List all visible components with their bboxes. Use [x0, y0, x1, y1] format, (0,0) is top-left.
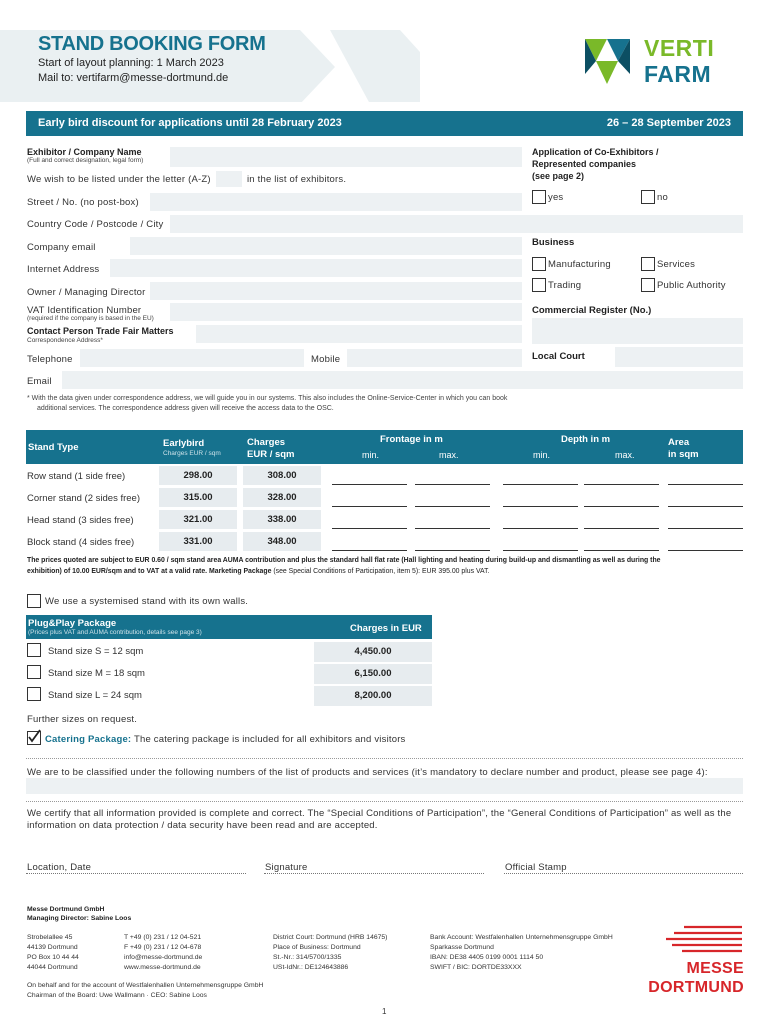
public-authority-checkbox[interactable] [641, 278, 655, 292]
banner-left: Early bird discount for applications until 28 February 2023 [38, 117, 342, 129]
telephone-field[interactable] [80, 349, 304, 367]
vat-sub: (required if the company is based in the EU) [27, 315, 154, 322]
manufacturing-checkbox[interactable] [532, 257, 546, 271]
table-row [26, 465, 743, 487]
footer-director: Managing Director: Sabine Loos [27, 915, 132, 922]
internet-label: Internet Address [27, 264, 100, 275]
stamp-field[interactable] [504, 852, 743, 874]
stand-type-label: Block stand (4 sides free) [27, 537, 135, 548]
trading-label: Trading [548, 280, 582, 291]
coexhibitors-no-checkbox[interactable] [641, 190, 655, 204]
catering-bold: Catering Package: [45, 734, 132, 745]
area-field[interactable] [668, 509, 743, 529]
email-label: Email [27, 376, 52, 387]
plugplay-label: Stand size M = 18 sqm [48, 668, 145, 679]
vat-label: VAT Identification Number [27, 305, 142, 316]
footer-text: SWIFT / BIC: DORTDE33XXX [430, 964, 522, 971]
prices-note-bold: exhibition) of 10.00 EUR/sqm and to VAT at a valid rate. Marketing Package [27, 568, 272, 575]
col-depth: Depth in m [561, 434, 611, 445]
col-area: Area [668, 437, 690, 448]
public-authority-label: Public Authority [657, 280, 726, 291]
area-field[interactable] [668, 465, 743, 485]
footer-behalf-2: Chairman of the Board: Uwe Wallmann · CEO: Sabine Loos [27, 992, 207, 999]
banner-right: 26 – 28 September 2023 [606, 117, 731, 129]
catering-text [45, 734, 406, 745]
plugplay-title: Plug&Play Package [28, 618, 117, 629]
trading-checkbox[interactable] [532, 278, 546, 292]
charge-price: 348.00 [243, 532, 321, 551]
services-checkbox[interactable] [641, 257, 655, 271]
vertifarm-logo [580, 34, 740, 90]
signature-label: Signature [265, 862, 308, 873]
location-date-field[interactable] [26, 852, 246, 874]
col-charges: Charges [247, 437, 286, 448]
footer-text: USt-IdNr.: DE124643886 [273, 964, 349, 971]
plugplay-header [26, 615, 432, 639]
col-earlybird-sub: Charges EUR / sqm [163, 450, 221, 457]
depth-max-field[interactable] [584, 531, 659, 551]
plugplay-price: 4,450.00 [314, 642, 432, 662]
country-field[interactable] [170, 215, 743, 233]
earlybird-price: 321.00 [159, 510, 237, 529]
no-label: no [657, 192, 668, 203]
company-name-label: Exhibitor / Company Name [27, 147, 142, 157]
depth-min-field[interactable] [503, 487, 578, 507]
country-label: Country Code / Postcode / City [27, 219, 164, 230]
footer-text[interactable]: info@messe-dortmund.de [124, 954, 203, 961]
header-line-1: Start of layout planning: 1 March 2023 [38, 57, 224, 69]
footer-text: IBAN: DE38 4405 0199 0001 1114 50 [430, 954, 544, 961]
early-bird-banner [26, 111, 743, 136]
services-label: Services [657, 259, 696, 270]
company-name-field[interactable] [170, 147, 522, 167]
col-frontage: Frontage in m [380, 434, 443, 445]
footer-col-address [27, 933, 79, 973]
page-number: 1 [382, 1007, 387, 1016]
catering-rest: The catering package is included for all exhibitors and visitors [131, 734, 406, 745]
prices-note-rest: (see Special Conditions of Participation, item 5): EUR 395.00 plus VAT. [271, 568, 490, 575]
charge-price: 308.00 [243, 466, 321, 485]
messe-dortmund-logo [636, 924, 744, 1000]
earlybird-price: 331.00 [159, 532, 237, 551]
footer-text: PO Box 10 44 44 [27, 954, 79, 961]
plugplay-price: 6,150.00 [314, 664, 432, 684]
list-item [26, 641, 432, 663]
stand-table-header [26, 430, 743, 464]
depth-max-field[interactable] [584, 465, 659, 485]
register-field[interactable] [532, 318, 743, 344]
signature-field[interactable] [264, 852, 484, 874]
table-row [26, 487, 743, 509]
footer-text: F +49 (0) 231 / 12 04-678 [124, 944, 202, 951]
frontage-max-field[interactable] [415, 487, 490, 507]
footer-text: District Court: Dortmund (HRB 14675) [273, 934, 388, 941]
plugplay-sub: (Prices plus VAT and AUMA contribution, details see page 3) [28, 629, 202, 636]
walls-label: We use a systemised stand with its own walls. [45, 596, 249, 607]
area-field[interactable] [668, 531, 743, 551]
depth-min-field[interactable] [503, 509, 578, 529]
stand-size-l-checkbox[interactable] [27, 687, 41, 701]
footer-company: Messe Dortmund GmbH [27, 906, 105, 913]
frontage-max: max. [439, 450, 459, 460]
area-field[interactable] [668, 487, 743, 507]
col-stand-type: Stand Type [28, 442, 79, 453]
stand-type-label: Row stand (1 side free) [27, 471, 126, 482]
letter-label: We wish to be listed under the letter (A-Z) [27, 174, 211, 185]
register-label: Commercial Register (No.) [532, 305, 652, 316]
certify-line-2: information on data protection / data security have been read and are accepted. [27, 820, 378, 831]
table-row [26, 509, 743, 531]
col-area-2: in sqm [668, 449, 699, 460]
footer-text: St.-Nr.: 314/5700/1335 [273, 954, 342, 961]
coexhibitors-yes-checkbox[interactable] [532, 190, 546, 204]
street-label: Street / No. (no post-box) [27, 197, 139, 208]
mobile-field[interactable] [347, 349, 522, 367]
footnote-line-1: * With the data given under correspondence address, we will guide you in our systems. This also includes the Online-Service-Center in which you can book [27, 395, 508, 402]
earlybird-price: 298.00 [159, 466, 237, 485]
stand-size-m-checkbox[interactable] [27, 665, 41, 679]
frontage-min: min. [362, 450, 380, 460]
yes-label: yes [548, 192, 564, 203]
local-court-label: Local Court [532, 351, 585, 362]
messe-logo-icon [636, 924, 744, 958]
depth-min-field[interactable] [503, 531, 578, 551]
footer-col-legal [273, 933, 387, 973]
owner-field[interactable] [150, 282, 522, 300]
telephone-label: Telephone [27, 354, 73, 365]
plugplay-label: Stand size S = 12 sqm [48, 646, 144, 657]
footer-col-contact [124, 933, 202, 973]
letter-suffix: in the list of exhibitors. [247, 174, 347, 185]
col-earlybird: Earlybird [163, 438, 205, 449]
dortmund-text: DORTMUND [648, 979, 744, 996]
depth-max: max. [615, 450, 635, 460]
earlybird-price: 315.00 [159, 488, 237, 507]
charge-price: 338.00 [243, 510, 321, 529]
plugplay-price: 8,200.00 [314, 686, 432, 706]
business-label: Business [532, 237, 575, 248]
stamp-label: Official Stamp [505, 862, 567, 873]
local-court-field[interactable] [615, 347, 743, 367]
footer-text: Bank Account: Westfalenhallen Unternehmensgruppe GmbH [430, 934, 613, 941]
list-item [26, 685, 432, 707]
page-title: STAND BOOKING FORM [38, 33, 266, 55]
plugplay-col-charges: Charges in EUR [350, 623, 422, 634]
mobile-label: Mobile [311, 354, 341, 365]
internet-field[interactable] [110, 259, 522, 277]
classification-field[interactable] [26, 778, 743, 794]
divider [26, 758, 743, 759]
footer-col-bank [430, 933, 613, 973]
stand-type-label: Head stand (3 sides free) [27, 515, 134, 526]
footnote-line-2: additional services. The correspondence address given will receive the access data to the OSC. [37, 405, 334, 412]
footer-text: T +49 (0) 231 / 12 04-521 [124, 934, 202, 941]
footer-text[interactable]: www.messe-dortmund.de [124, 964, 201, 971]
contact-label: Contact Person Trade Fair Matters [27, 326, 174, 336]
logo-text-farm: FARM [644, 61, 712, 87]
further-sizes: Further sizes on request. [27, 714, 138, 725]
company-email-label: Company email [27, 242, 96, 253]
charge-price: 328.00 [243, 488, 321, 507]
depth-min: min. [533, 450, 551, 460]
coexhibitors-label-2: Represented companies [532, 159, 637, 169]
vat-field[interactable] [170, 303, 522, 321]
vertifarm-logo-icon [580, 34, 635, 89]
frontage-max-field[interactable] [415, 509, 490, 529]
prices-note-line-2 [27, 568, 490, 575]
coexhibitors-label-3: (see page 2) [532, 171, 585, 181]
location-date-label: Location, Date [27, 862, 92, 873]
letter-field[interactable] [216, 171, 242, 187]
footer-text: 44044 Dortmund [27, 964, 78, 971]
frontage-min-field[interactable] [332, 531, 407, 551]
footer-text: Strobelallee 45 [27, 934, 73, 941]
list-item [26, 663, 432, 685]
frontage-max-field[interactable] [415, 531, 490, 551]
street-field[interactable] [150, 193, 522, 211]
walls-checkbox[interactable] [27, 594, 41, 608]
stand-type-label: Corner stand (2 sides free) [27, 493, 140, 504]
manufacturing-label: Manufacturing [548, 259, 611, 270]
prices-note-line-1: The prices quoted are subject to EUR 0.60 / sqm stand area AUMA contribution and plus the standard hall flat rate (Hall lighting and heating during build-up and dismantling as well as during the [27, 557, 661, 564]
footer-text: Place of Business: Dortmund [273, 944, 361, 951]
company-name-sub: (Full and correct designation, legal form) [27, 157, 144, 164]
company-email-field[interactable] [130, 237, 522, 255]
checkmark-icon [27, 729, 41, 743]
footer-text: Sparkasse Dortmund [430, 944, 494, 951]
catering-checkbox[interactable] [27, 731, 41, 745]
email-field[interactable] [62, 371, 743, 389]
frontage-min-field[interactable] [332, 465, 407, 485]
owner-label: Owner / Managing Director [27, 287, 146, 298]
footer-text: 44139 Dortmund [27, 944, 78, 951]
depth-max-field[interactable] [584, 509, 659, 529]
depth-max-field[interactable] [584, 487, 659, 507]
frontage-min-field[interactable] [332, 509, 407, 529]
messe-text: MESSE [686, 960, 744, 977]
logo-text-verti: VERTI [644, 35, 715, 61]
col-charges-2: EUR / sqm [247, 449, 295, 460]
divider [26, 801, 743, 802]
header-line-2: Mail to: vertifarm@messe-dortmund.de [38, 72, 229, 84]
contact-field[interactable] [196, 325, 522, 343]
plugplay-label: Stand size L = 24 sqm [48, 690, 142, 701]
frontage-max-field[interactable] [415, 465, 490, 485]
table-row [26, 531, 743, 553]
contact-sub: Correspondence Address* [27, 337, 103, 344]
coexhibitors-label: Application of Co-Exhibitors / [532, 147, 659, 157]
depth-min-field[interactable] [503, 465, 578, 485]
classification-label: We are to be classified under the following numbers of the list of products and services (it’s mandatory to declare number and product, please see page 4): [27, 767, 708, 778]
stand-size-s-checkbox[interactable] [27, 643, 41, 657]
footer-behalf-1: On behalf and for the account of Westfalenhallen Unternehmensgruppe GmbH [27, 982, 264, 989]
frontage-min-field[interactable] [332, 487, 407, 507]
certify-line-1: We certify that all information provided is complete and correct. The “Special Conditions of Participation”, the “General Conditions of Participation” as well as the [27, 808, 732, 819]
